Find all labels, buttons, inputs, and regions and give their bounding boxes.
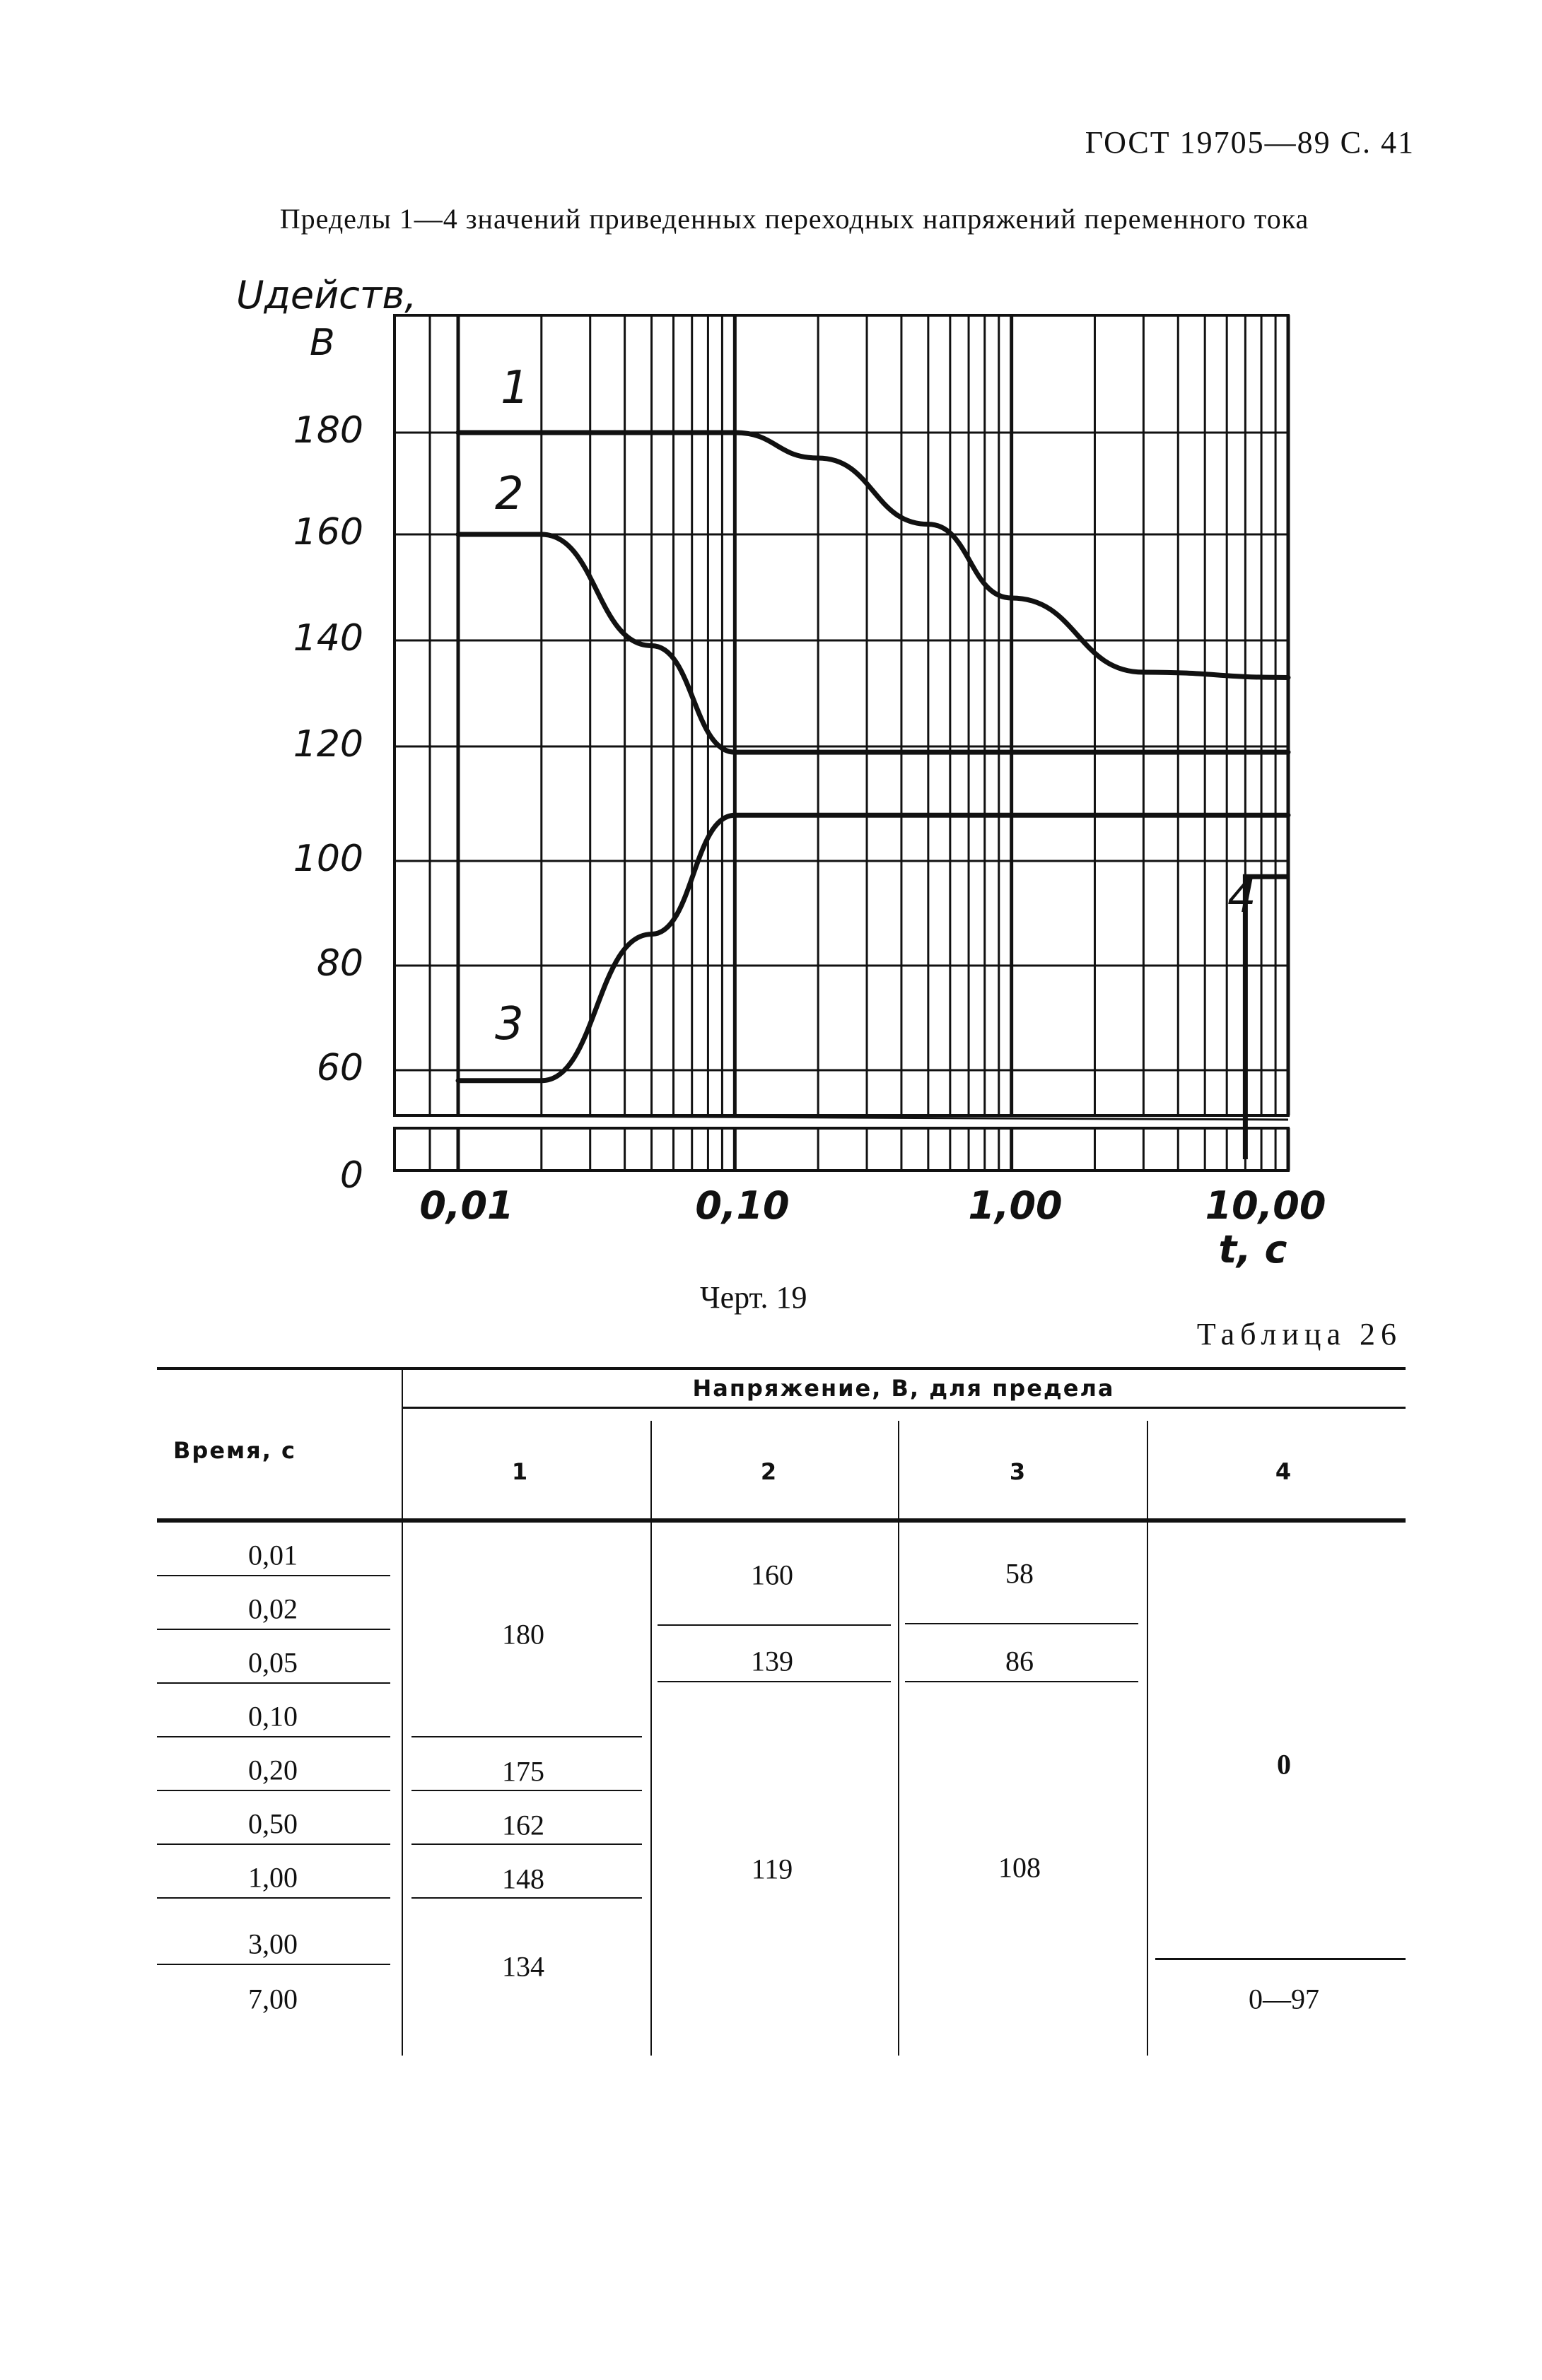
row-rule (157, 1790, 390, 1791)
time-cell: 3,00 (248, 1928, 298, 1960)
time-cell: 0,10 (248, 1700, 298, 1733)
c2-cell: 139 (751, 1645, 793, 1677)
c2-rule (658, 1624, 891, 1626)
row-rule (157, 1964, 390, 1965)
table-head-col4: 4 (1275, 1458, 1293, 1485)
y-axis-label: Uдейств, (236, 273, 417, 317)
c3-cell: 58 (1005, 1557, 1034, 1590)
series-label-1: 1 (501, 362, 530, 414)
series-label-2: 2 (495, 468, 524, 520)
chart-labels (236, 273, 1326, 1272)
series-line-3 (458, 815, 1288, 1081)
row-rule (157, 1843, 390, 1845)
table-head-col3: 3 (1009, 1458, 1027, 1485)
y-tick-label: 120 (293, 723, 363, 766)
series-label-4: 4 (1227, 871, 1256, 923)
row-rule (157, 1897, 390, 1899)
time-cell: 0,20 (248, 1754, 298, 1786)
c1-cell: 180 (502, 1618, 544, 1651)
chart-series (458, 433, 1288, 1159)
c1-cell: 162 (502, 1809, 544, 1841)
c3-rule (905, 1681, 1138, 1682)
c1-cell: 148 (502, 1863, 544, 1895)
c3-rule (905, 1623, 1138, 1624)
x-tick-label: 1,00 (968, 1183, 1063, 1228)
c1-rule (411, 1897, 642, 1899)
c1-rule (411, 1790, 642, 1791)
c1-rule (411, 1843, 642, 1845)
c3-cell: 86 (1005, 1645, 1034, 1677)
x-tick-label: 0,01 (419, 1183, 514, 1228)
plot-frame (395, 315, 1288, 1115)
row-rule (157, 1575, 390, 1576)
c2-cell: 119 (751, 1853, 793, 1885)
x-tick-label: 10,00 (1205, 1183, 1326, 1228)
table-vline-c3 (1147, 1421, 1148, 2056)
c2-cell: 160 (751, 1559, 793, 1591)
table-title: Таблица 26 (1196, 1317, 1402, 1352)
c1-cell: 134 (502, 1950, 544, 1983)
y-tick-label: 100 (293, 838, 363, 880)
y-tick-label: 80 (316, 942, 363, 985)
y-axis-unit: В (310, 322, 335, 364)
table-head-group: Напряжение, В, для предела (692, 1375, 1115, 1402)
c1-rule (411, 1736, 642, 1737)
c3-cell: 108 (998, 1851, 1041, 1884)
y-tick-label: 180 (293, 409, 363, 452)
y-tick-label: 60 (316, 1047, 363, 1089)
x-tick-label: 0,10 (695, 1183, 790, 1228)
table-head-col2: 2 (760, 1458, 778, 1485)
c2-rule (658, 1681, 891, 1682)
series-label-3: 3 (495, 998, 524, 1050)
figure-label: Черт. 19 (700, 1280, 807, 1315)
page-header: ГОСТ 19705—89 С. 41 (1085, 125, 1415, 160)
row-rule (157, 1682, 390, 1684)
time-cell: 0,05 (248, 1646, 298, 1679)
x-axis-label: t, c (1218, 1227, 1287, 1272)
c4-cell: 0—97 (1249, 1983, 1319, 2015)
table-vline-time (402, 1370, 403, 2056)
axis-break-column (395, 315, 430, 1115)
time-cell: 0,50 (248, 1807, 298, 1840)
chart-grid (395, 315, 1288, 1171)
y-tick-label: 140 (293, 617, 363, 660)
row-rule (157, 1629, 390, 1630)
axis-break-zero (395, 1128, 430, 1171)
data-table (157, 1357, 1406, 2057)
series-line-2 (458, 534, 1288, 752)
y-tick-label: 160 (293, 511, 363, 553)
table-vline-c2 (898, 1421, 899, 2056)
c4-rule (1155, 1958, 1406, 1960)
table-group-rule (402, 1407, 1406, 1409)
table-header-rule (157, 1518, 1406, 1523)
row-rule (157, 1736, 390, 1737)
time-cell: 0,02 (248, 1593, 298, 1625)
time-cell: 1,00 (248, 1861, 298, 1894)
time-cell: 0,01 (248, 1539, 298, 1571)
y-tick-label: 0 (339, 1154, 363, 1197)
c1-cell: 175 (502, 1755, 544, 1788)
table-vline-c1 (650, 1421, 652, 2056)
table-head-time: Время, с (173, 1437, 296, 1464)
zero-strip-frame (395, 1128, 1288, 1171)
time-cell: 7,00 (248, 1983, 298, 2015)
table-top-rule (157, 1367, 1406, 1370)
table-head-col1: 1 (511, 1458, 530, 1485)
c4-cell: 0 (1277, 1748, 1291, 1781)
figure-caption: Пределы 1—4 значений приведенных переходных напряжений переменного тока (279, 203, 1309, 235)
